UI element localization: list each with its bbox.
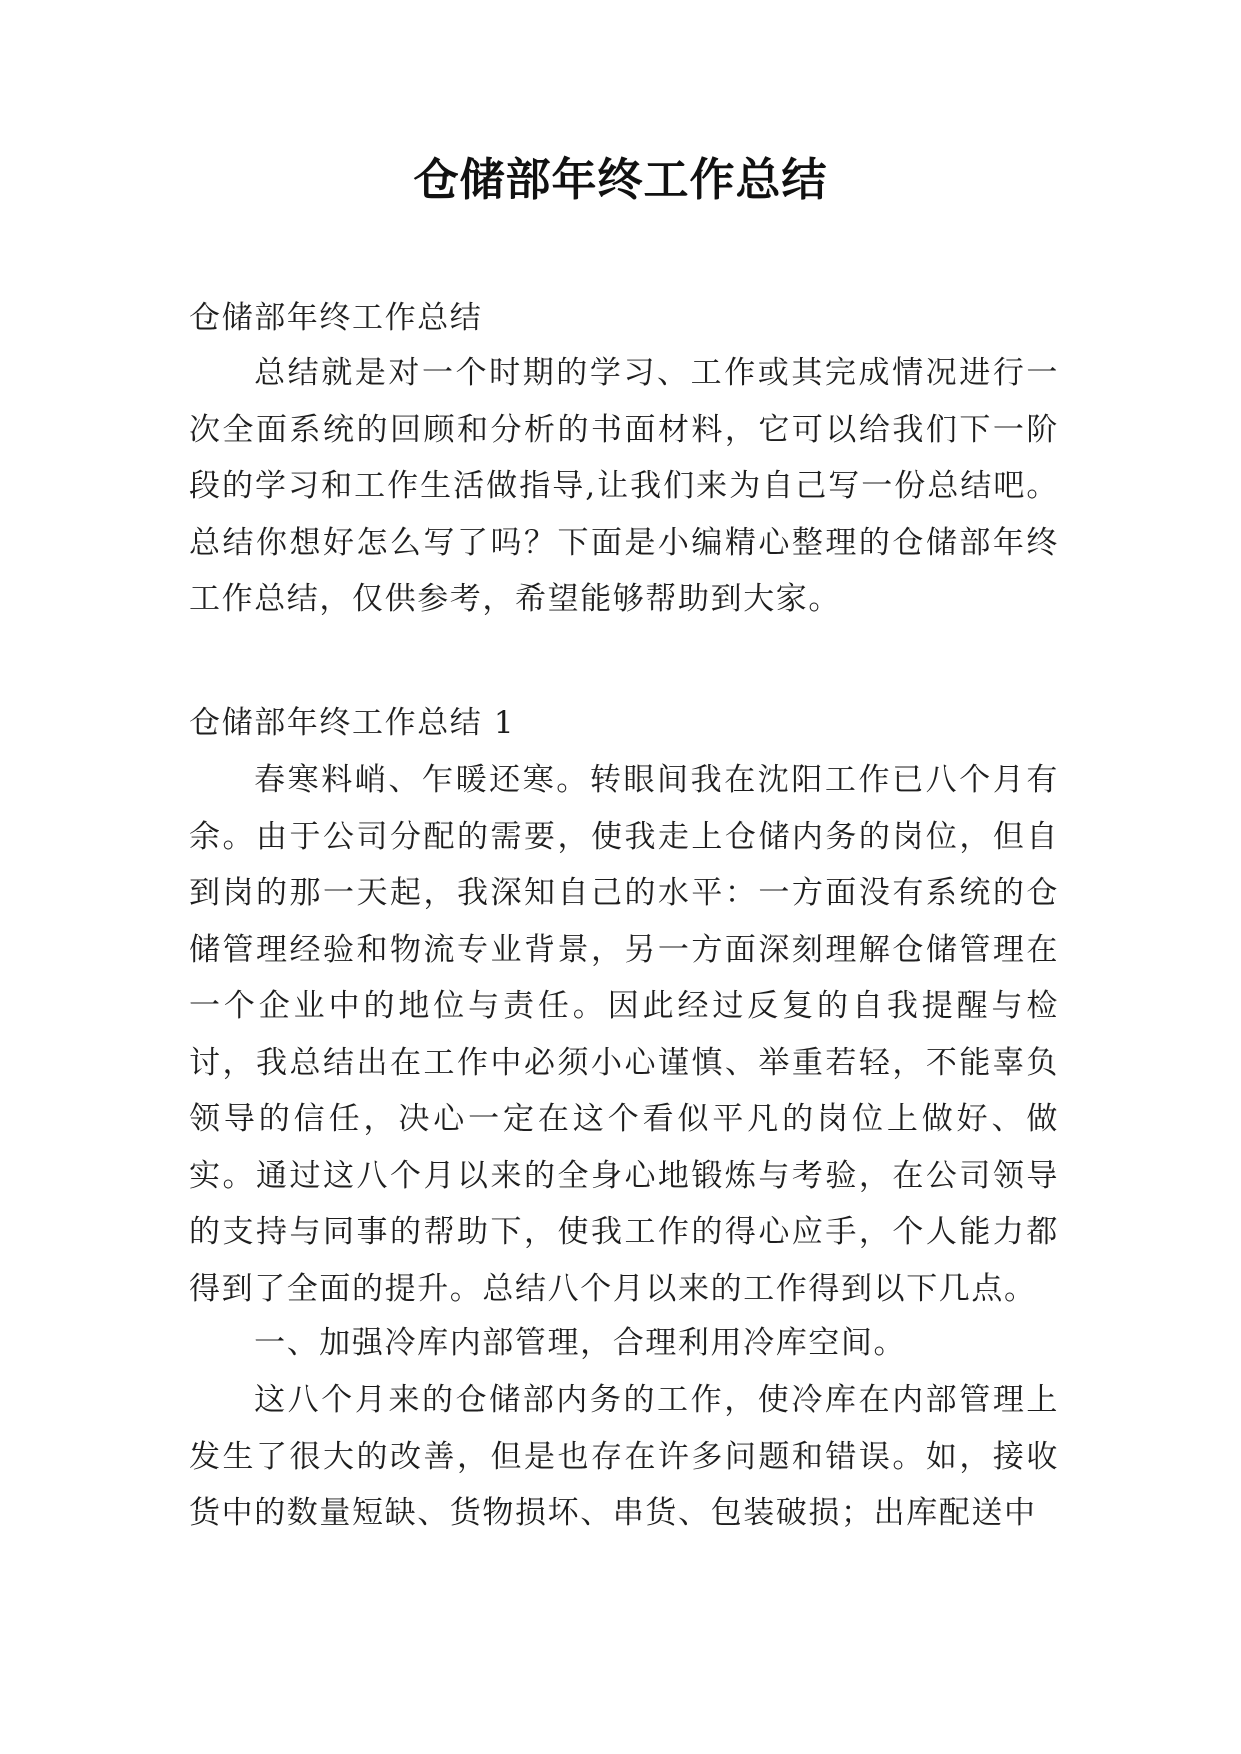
intro-paragraph: 总结就是对一个时期的学习、工作或其完成情况进行一次全面系统的回顾和分析的书面材料，它可以给我们下一阶段的学习和工作生活做指导,让我们来为自己写一份总结吧。总结你想好怎么写了吗？下面是小编精心整理的仓储部年终工作总结，仅供参考，希望能够帮助到大家。 [189, 355, 1059, 617]
section-point-heading: 一、加强冷库内部管理，合理利用冷库空间。 [254, 1325, 907, 1361]
section-paragraph: 春寒料峭、乍暖还寒。转眼间我在沈阳工作已八个月有余。由于公司分配的需要，使我走上仓储内务的岗位，但自到岗的那一天起，我深知自己的水平：一方面没有系统的仓储管理经验和物流专业背景，另一方面深刻理解仓储管理在一个企业中的地位与责任。因此经过反复的自我提醒与检讨，我总结出在工作中必须小心谨慎、举重若轻，不能辜负领导的信任，决心一定在这个看似平凡的岗位上做好、做实。通过这八个月以来的全身心地锻炼与考验，在公司领导的支持与同事的帮助下，使我工作的得心应手，个人能力都得到了全面的提升。总结八个月以来的工作得到以下几点。 [189, 762, 1059, 1307]
section-paragraph: 这八个月来的仓储部内务的工作，使冷库在内部管理上发生了很大的改善，但是也存在许多问题和错误。如，接收货中的数量短缺、货物损坏、串货、包装破损；出库配送中 [189, 1382, 1059, 1531]
document-subtitle: 仓储部年终工作总结 [189, 300, 483, 336]
section-heading: 仓储部年终工作总结 1 [189, 705, 516, 741]
page-title: 仓储部年终工作总结 [413, 153, 828, 206]
